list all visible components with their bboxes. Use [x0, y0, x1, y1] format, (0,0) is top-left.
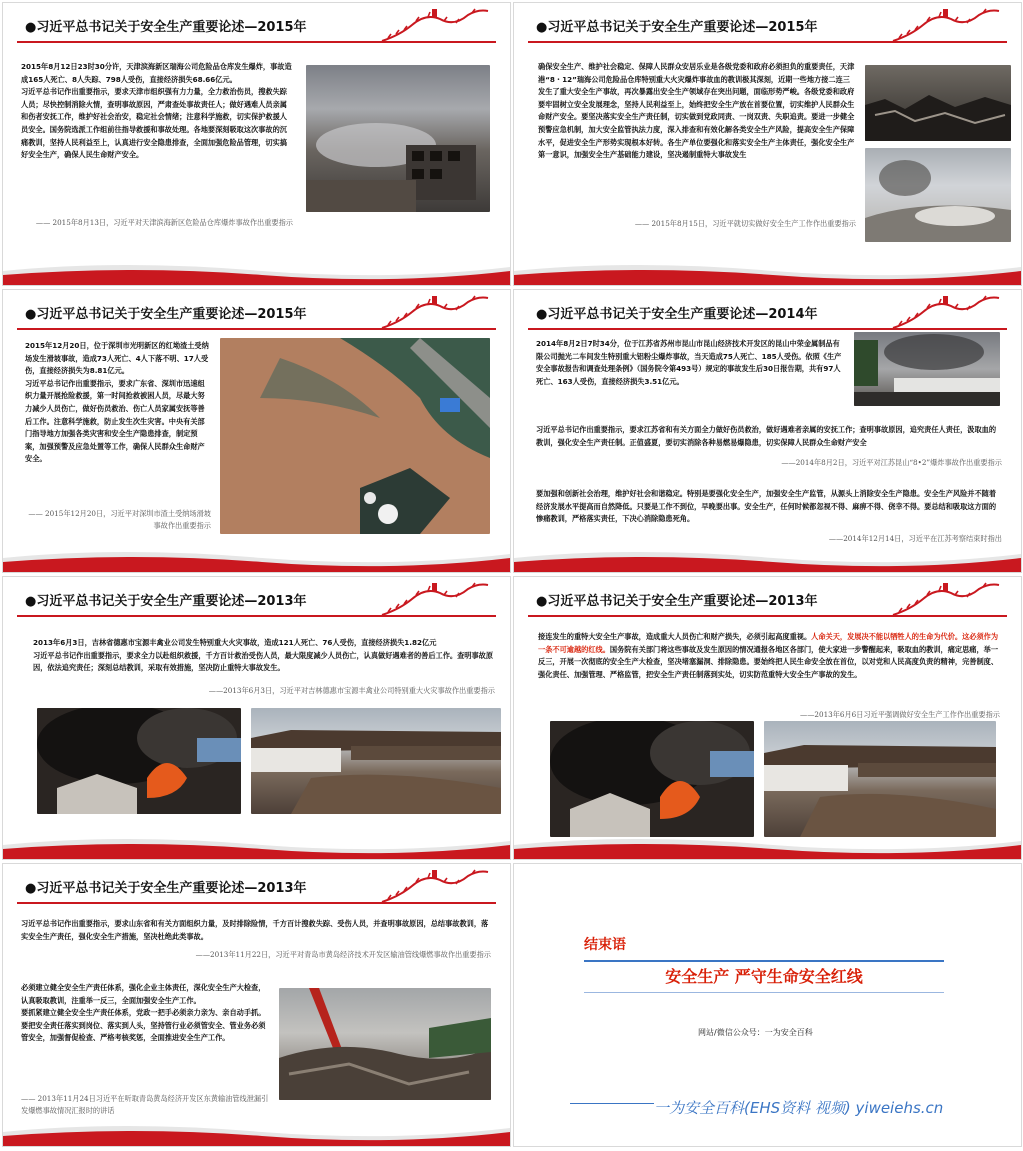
pipeline-blast-illustration — [279, 988, 491, 1100]
slide-header — [3, 577, 510, 621]
port-aerial-illustration — [865, 148, 1011, 242]
port-aerial-photo — [865, 148, 1011, 242]
factory-smoke-illustration — [854, 332, 1000, 406]
slide-body-remark — [21, 982, 269, 1045]
slide-header — [514, 3, 1021, 47]
paragraph — [538, 631, 1000, 681]
paragraph: 要抓紧建立健全安全生产责任体系，党政一把手必须亲力亲为、亲自动手抓。要把安全责任落实到岗位、落实到人头，坚持管行业必须管安全、管业务必须管安全，加强督促检查、严格考核奖惩，全面推进安全生产工作。 — [21, 1008, 266, 1043]
slide-body — [33, 637, 495, 675]
slide-title: ●习近平总书记关于安全生产重要论述—2015年 — [536, 20, 818, 35]
quote-source: ——2014年12月14日，习近平在江苏考察结束时指出 — [828, 534, 1002, 543]
quote-source: —— 2013年11月24日习近平在听取青岛黄岛经济开发区东黄输油管线泄漏引发爆燃事故情况汇报时的讲话 — [21, 1094, 269, 1115]
slide-body — [538, 61, 856, 162]
paragraph: 2015年8月12日23时30分许，天津滨海新区瑞海公司危险品仓库发生爆炸，事故造成165人死亡、8人失踪、798人受伤，直接经济损失68.66亿元。 — [21, 62, 292, 84]
paragraph: 2014年8月2日7时34分，位于江苏省苏州市昆山市昆山经济技术开发区的昆山中荣金属制品有限公司抛光二车间发生特别重大铝粉尘爆炸事故，当天造成75人死亡、185人受伤。依照《生产安全事故报告和调查处理条例》（国务院令第493号）规定的事故发生后30日报告期，共有97人死亡、163人受伤，直接经济损失3.51亿元。 — [536, 339, 842, 386]
quote-source: —— 2015年8月13日，习近平对天津滨海新区危险品仓库爆炸事故作出重要指示 — [35, 218, 293, 227]
slide-title: ●习近平总书记关于安全生产重要论述—2013年 — [536, 594, 818, 609]
slide-body-instruction — [21, 918, 491, 943]
slide-title: ●习近平总书记关于安全生产重要论述—2014年 — [536, 307, 818, 322]
ruins-photo — [865, 65, 1011, 141]
paragraph: 习近平总书记作出重要指示，要求山东省和有关方面组织力量，及时排除险情，千方百计搜救失踪、受伤人员，并查明事故原因，总结事故教训，落实安全生产责任，强化安全生产措施，坚决杜绝此类事故。 — [21, 919, 489, 941]
slide-closing — [513, 863, 1022, 1147]
paragraph: 2015年12月20日，位于深圳市光明新区的红坳渣土受纳场发生滑坡事故，造成73人死亡、4人下落不明、17人受伤，直接经济损失为8.81亿元。 — [25, 341, 209, 376]
great-wall-icon — [380, 579, 490, 617]
factory-smoke-photo — [854, 332, 1000, 406]
burned-plant-illustration — [251, 708, 501, 814]
great-wall-icon — [891, 579, 1001, 617]
pipeline-blast-photo — [279, 988, 491, 1100]
slide-footer-wave — [514, 261, 1021, 285]
fire-smoke-photo — [550, 721, 754, 837]
burned-plant-illustration — [764, 721, 996, 837]
closing-banner — [584, 960, 944, 993]
slide-header — [3, 3, 510, 47]
slide-2015-shenzhen — [2, 289, 511, 573]
closing-title: 结束语 — [584, 937, 626, 953]
great-wall-icon — [380, 5, 490, 43]
paragraph: 习近平总书记作出重要指示，要求天津市组织强有力力量，全力救治伤员，搜救失踪人员；尽快控制消除火情，查明事故原因，严肃查处事故责任人；做好遇难人员亲属和伤者安抚工作，维护好社会治安，稳定社会情绪；注意科学施救，切实保护救援人员安全。国务院选派工作组前往指导救援和事故处理。各地要深刻吸取这次事故的沉痛教训，坚持人民利益至上，认真进行安全隐患排查，全面加强危险品管理，切实搞好安全生产，确保人民生命财产安全。 — [21, 87, 287, 160]
header-rule — [17, 41, 496, 43]
header-rule — [528, 41, 1007, 43]
slide-footer-wave — [3, 548, 510, 572]
paragraph: 必须建立健全安全生产责任体系，强化企业主体责任，深化安全生产大检查，认真吸取教训，注重举一反三，全面加强安全生产工作。 — [21, 983, 266, 1005]
slide-footer-wave — [3, 261, 510, 285]
slide-title: ●习近平总书记关于安全生产重要论述—2013年 — [25, 594, 307, 609]
slide-header — [514, 290, 1021, 334]
slide-2013-qingdao — [2, 863, 511, 1147]
slide-header — [3, 290, 510, 334]
quote-source: ——2013年11月22日，习近平对青岛市黄岛经济技术开发区输油管线爆燃事故作出重要指示 — [195, 950, 491, 959]
quote-source: —— 2015年8月15日，习近平就切实做好安全生产工作作出重要指示 — [634, 219, 856, 228]
quote-source: ——2014年8月2日，习近平对江苏昆山“8•2”爆炸事故作出重要指示 — [781, 458, 1002, 467]
slide-body-intro — [536, 338, 846, 388]
website-label: 网站/微信公众号：一为安全百科 — [698, 1028, 813, 1037]
slide-footer-wave — [3, 1122, 510, 1146]
brand-watermark: 一为安全百科(EHS资料 视频) yiweiehs.cn — [654, 1099, 944, 1117]
slide-2014-kunshan — [513, 289, 1022, 573]
slide-title: ●习近平总书记关于安全生产重要论述—2013年 — [25, 881, 307, 896]
paragraph: 2013年6月3日，吉林省德惠市宝源丰禽业公司发生特别重大火灾事故，造成121人死亡、76人受伤，直接经济损失1.82亿元 — [33, 638, 437, 647]
slide-footer-wave — [3, 835, 510, 859]
slide-title: ●习近平总书记关于安全生产重要论述—2015年 — [25, 20, 307, 35]
quote-source: ——2013年6月3日，习近平对吉林德惠市宝源丰禽业公司特别重大火灾事故作出重要指示 — [208, 686, 495, 695]
explosion-site-photo — [306, 65, 490, 212]
slide-footer-wave — [514, 548, 1021, 572]
paragraph: 习近平总书记作出重要指示，要求江苏省和有关方面全力做好伤员救治，做好遇难者亲属的安抚工作；查明事故原因，追究责任人责任，汲取血的教训，强化安全生产责任制。正值盛夏，要切实消除各种易燃易爆隐患，切实保障人民群众生命财产安全 — [536, 425, 997, 447]
slide-2013-redline — [513, 576, 1022, 860]
ruins-illustration — [865, 65, 1011, 141]
burned-plant-photo — [764, 721, 996, 837]
paragraph: 要加强和创新社会治理，维护好社会和谐稳定。特别是要强化安全生产，加强安全生产监管，从源头上消除安全生产隐患。安全生产风险并不随着经济发展水平提高而自然降低。只要是工作不到位，早晚要出事。安全生产，任何时候都忽视不得、麻痹不得、侥幸不得。要总结和吸取这方面的惨痛教训，严格落实责任，下决心消除隐患死角。 — [536, 489, 997, 524]
fire-smoke-illustration — [37, 708, 241, 814]
slide-2015-guidance — [513, 2, 1022, 286]
paragraph-lead: 接连发生的重特大安全生产事故，造成重大人员伤亡和财产损失，必须引起高度重视。 — [538, 632, 812, 641]
great-wall-icon — [891, 292, 1001, 330]
great-wall-icon — [380, 866, 490, 904]
slide-title: ●习近平总书记关于安全生产重要论述—2015年 — [25, 307, 307, 322]
header-rule — [528, 328, 1007, 330]
paragraph: 确保安全生产、维护社会稳定、保障人民群众安居乐业是各级党委和政府必须担负的重要责任，天津港“8・12”瑞海公司危险品仓库特别重大火灾爆炸事故血的教训极其深刻，近期一些地方接二连三发生了重大安全生产事故，再次暴露出安全生产领域存在突出问题，面临形势严峻。各级党委和政府要牢固树立安全发展理念，坚持人民利益至上，始终把安全生产放在首要位置，切实维护人民群众生命财产安全。要坚决落实安全生产责任制，切实做到党政同责、一岗双责、失职追责。要进一步健全预警应急机制，加大安全监管执法力度，深入排查和有效化解各类安全生产风险，提高安全生产保障水平，促进安全生产形势实现根本好转。各生产单位要强化和落实安全生产主体责任，强化安全生产第一意识，加强安全生产基础能力建设，坚决遏制重特大事故发生 — [538, 62, 855, 160]
paragraph: 习近平总书记作出重要指示，要求全力以赴组织救援，千方百计救治受伤人员，最大限度减少人员伤亡，认真做好遇难者的善后工作。查明事故原因，依法追究责任；深刻总结教训，采取有效措施，坚决防止重特大事故发生。 — [33, 650, 494, 673]
slide-footer-wave — [514, 835, 1021, 859]
fire-smoke-illustration — [550, 721, 754, 837]
explosion-site-illustration — [306, 65, 490, 212]
slide-2015-tianjin — [2, 2, 511, 286]
header-rule — [17, 615, 496, 617]
slide-body-remark — [536, 488, 1002, 526]
brand-divider — [570, 1102, 654, 1106]
great-wall-icon — [891, 5, 1001, 43]
red-line-statement: 人命关天，发展决不能以牺牲人的生命为代价。这必须作为一条不可逾越的红线。 — [538, 632, 999, 654]
landslide-aerial-photo — [220, 338, 490, 534]
slide-body — [25, 340, 211, 466]
header-rule — [17, 902, 496, 904]
quote-source: —— 2015年12月20日，习近平对深圳市渣土受纳场滑坡事故作出重要指示 — [28, 509, 211, 530]
header-rule — [17, 328, 496, 330]
header-rule — [528, 615, 1007, 617]
paragraph: 习近平总书记作出重要指示，要求广东省、深圳市迅速组织力量开展抢险救援，第一时间抢救被困人员，尽最大努力减少人员伤亡，做好伤员救治、伤亡人员家属安抚等善后工作。注意科学施救，防止发生次生灾害。中央有关部门指导地方加强各类灾害和安全生产隐患排查，制定预案，加强预警及应急处置等工作，确保人民群众生命财产安全。 — [25, 378, 205, 464]
quote-source: ——2013年6月6日习近平强调做好安全生产工作作出重要指示 — [800, 710, 1000, 719]
great-wall-icon — [380, 292, 490, 330]
paragraph-tail: 国务院有关部门将这些事故及发生原因的情况通报各地区各部门，使大家进一步警醒起来，吸取血的教训，痛定思痛，举一反三，开展一次彻底的安全生产大检查，坚决堵塞漏洞、排除隐患。要始终把人民生命安全放在首位，以对党和人民高度负责的精神，完善制度、强化责任、加强管理、严格监管，把安全生产责任制落到实处，切实防范重特大安全生产事故的发生。 — [538, 644, 999, 679]
slide-body — [538, 631, 1000, 681]
slide-header — [3, 864, 510, 908]
slide-body-instruction — [536, 424, 1002, 449]
slide-2013-dehui — [2, 576, 511, 860]
landslide-aerial-illustration — [220, 338, 490, 534]
slide-body — [21, 61, 293, 162]
slide-header — [514, 577, 1021, 621]
closing-slogan: 安全生产 严守生命安全红线 — [665, 967, 863, 986]
fire-smoke-photo — [37, 708, 241, 814]
burned-plant-photo — [251, 708, 501, 814]
